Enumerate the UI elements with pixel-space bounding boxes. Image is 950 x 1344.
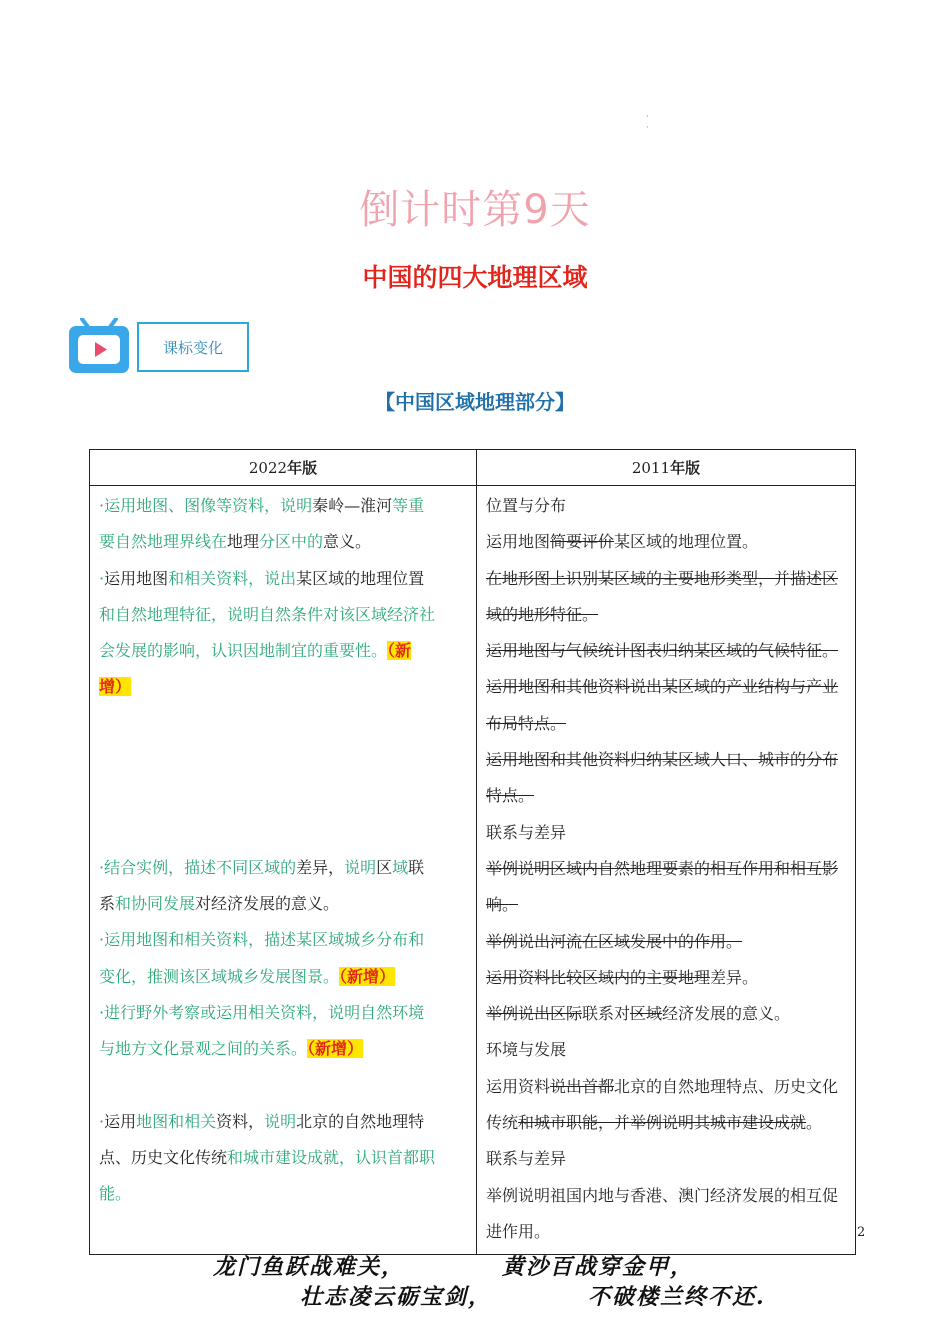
text-line: [486, 924, 847, 960]
line-text: 北京的自然地理特点、历史文化: [614, 1076, 839, 1096]
line-text: 差异，: [296, 857, 345, 877]
text-line: [486, 778, 847, 814]
text-line: [486, 815, 847, 851]
line-text: 联: [408, 857, 425, 877]
text-line: [99, 959, 468, 995]
line-text: 和自然地理特征，说明自然条件对该区域经济社: [99, 604, 436, 624]
spacer: [99, 814, 468, 850]
text-line: [486, 887, 847, 923]
countdown-heading: 倒计时第9天: [359, 187, 591, 233]
text-line: [99, 561, 468, 597]
tv-video-icon: [68, 318, 130, 374]
line-text: 举例说明祖国内地与香港、澳门经济发展的相互促: [486, 1185, 839, 1205]
text-line: [99, 850, 468, 886]
line-text: 区: [376, 857, 393, 877]
line-text: 要自然地理界线在: [99, 532, 228, 552]
text-line: [486, 633, 847, 669]
line-text: 和相关资料，说出: [168, 568, 297, 588]
decorative-dots: · ·: [646, 112, 649, 133]
line-text: ·运用地图、图像等资料，说明: [99, 496, 313, 515]
line-text: 变化，推测该区域城乡发展图景。: [99, 966, 340, 986]
line-text: 地理: [227, 532, 260, 552]
removed-text: 区域: [630, 1004, 663, 1024]
text-line: [486, 1214, 847, 1250]
footer-line1-left: 龙门鱼跃战难关，: [213, 1254, 406, 1280]
text-line: [486, 996, 847, 1032]
text-line: [99, 886, 468, 922]
spacer: [99, 706, 468, 742]
line-text: 和城市建设成就，认识首都职: [227, 1147, 436, 1167]
text-line: [486, 1178, 847, 1214]
removed-text: 特点。: [486, 786, 535, 806]
line-text: 传统: [486, 1113, 519, 1133]
text-line: [486, 524, 847, 560]
line-text: 会发展的影响，认识因地制宜的重要性。: [99, 641, 388, 661]
footer-line2-left: 壮志凌云砺宝剑，: [300, 1284, 493, 1310]
line-text: 能。: [99, 1184, 132, 1204]
text-line: [486, 1069, 847, 1105]
cell-2011-content: [477, 486, 856, 1255]
text-line: [99, 1140, 468, 1176]
text-line: [99, 669, 468, 705]
text-line: [486, 960, 847, 996]
line-text: 联系对: [582, 1004, 631, 1024]
removed-text: 和城市职能，并举例说明其城市建设成就: [518, 1113, 807, 1133]
line-text: 和协同发展: [115, 894, 196, 914]
removed-text: 运用资料比较区域内的主要地理: [486, 967, 711, 987]
standards-comparison-table: [89, 449, 856, 1255]
text-line: [99, 524, 468, 560]
line-text: 说明: [264, 1111, 297, 1131]
line-text: 秦岭—淮河: [312, 496, 393, 515]
line-text: ·进行野外考察或运用相关资料，说明自然环境: [99, 1002, 425, 1022]
text-line: [99, 922, 468, 958]
text-line: [486, 851, 847, 887]
line-text: 经济发展的意义。: [662, 1004, 791, 1024]
header-2022-edition: 2022年版: [90, 450, 477, 486]
text-line: [486, 742, 847, 778]
text-line: [99, 1104, 468, 1140]
line-text: 对经济发展的意义。: [195, 894, 340, 914]
spacer: [99, 1068, 468, 1104]
removed-text: 运用地图与气候统计图表归纳某区域的气候特征。: [486, 641, 839, 661]
removed-text: 运用地图和其他资料归纳某区域人口、城市的分布: [486, 750, 839, 770]
text-line: [99, 1176, 468, 1212]
line-text: ·: [99, 568, 105, 588]
page-title: 中国的四大地理区域: [362, 263, 588, 292]
page-number: 2: [857, 1225, 866, 1240]
text-line: [486, 597, 847, 633]
text-line: [486, 561, 847, 597]
text-line: [99, 995, 468, 1031]
text-line: [486, 488, 847, 524]
header-2011-edition: 2011年版: [477, 450, 856, 486]
line-text: 说明: [344, 857, 377, 877]
new-badge: 增）: [99, 677, 132, 697]
removed-text: 运用地图和其他资料说出某区域的产业结构与产业: [486, 677, 839, 697]
spacer: [99, 742, 468, 778]
line-text: 域: [392, 857, 409, 877]
text-line: [99, 633, 468, 669]
line-text: 运用地图: [486, 532, 551, 552]
new-badge: （新增）: [339, 966, 396, 986]
line-text: 运用: [104, 1111, 137, 1131]
line-text: 运用地图: [104, 568, 169, 588]
text-line: [486, 706, 847, 742]
line-text: 差异。: [710, 967, 759, 987]
line-text: 。: [806, 1113, 823, 1133]
table-header-row: [90, 450, 856, 486]
line-text: 进作用。: [486, 1221, 551, 1241]
text-line: [99, 597, 468, 633]
text-line: [99, 1031, 468, 1067]
line-text: 环境与发展: [486, 1040, 567, 1060]
section-title: 【中国区域地理部分】: [375, 390, 575, 414]
curriculum-changes-label: 课标变化: [137, 322, 249, 372]
removed-text: 简要评价: [550, 532, 615, 552]
table-row: [90, 486, 856, 1255]
line-text: ·结合实例，描述不同区域的: [99, 857, 297, 877]
line-text: 等重: [392, 496, 425, 515]
line-text: 系: [99, 894, 116, 914]
line-text: 某区域的地理位置。: [614, 532, 759, 552]
text-line: [486, 1105, 847, 1141]
line-text: 联系与差异: [486, 822, 567, 842]
removed-text: 举例说出区际: [486, 1004, 583, 1024]
removed-text: 举例说明区域内自然地理要素的相互作用和相互影: [486, 858, 839, 878]
text-line: [486, 669, 847, 705]
removed-text: 在地形图上识别某区域的主要地形类型，并描述区: [486, 568, 839, 588]
line-text: 位置与分布: [486, 496, 567, 515]
removed-text: 说出首都: [550, 1076, 615, 1096]
removed-text: 响。: [486, 895, 519, 915]
line-text: 意义。: [323, 532, 372, 552]
line-text: 资料，: [216, 1111, 265, 1131]
line-text: 地图和相关: [136, 1111, 217, 1131]
new-badge: （新增）: [307, 1039, 364, 1059]
line-text: 运用资料: [486, 1076, 551, 1096]
line-text: 与地方文化景观之间的关系。: [99, 1039, 308, 1059]
line-text: ·运用地图和相关资料，描述某区域城乡分布和: [99, 930, 425, 950]
text-line: [486, 1141, 847, 1177]
line-text: 分区中的: [259, 532, 324, 552]
cell-2022-content: [90, 486, 477, 1255]
line-text: ·: [99, 1111, 105, 1131]
line-text: 北京的自然地理特: [296, 1111, 425, 1131]
removed-text: 举例说出河流在区域发展中的作用。: [486, 931, 743, 951]
removed-text: 域的地形特征。: [486, 604, 599, 624]
line-text: 联系与差异: [486, 1149, 567, 1169]
line-text: 点、历史文化传统: [99, 1147, 228, 1167]
line-text: 某区域的地理位置: [296, 568, 425, 588]
removed-text: 布局特点。: [486, 713, 567, 733]
footer-line2-right: 不破楼兰终不还.: [588, 1284, 766, 1310]
spacer: [99, 778, 468, 814]
new-badge: （新: [387, 641, 412, 661]
text-line: [99, 488, 468, 524]
footer-line1-right: 黄沙百战穿金甲，: [502, 1254, 695, 1280]
text-line: [486, 1032, 847, 1068]
